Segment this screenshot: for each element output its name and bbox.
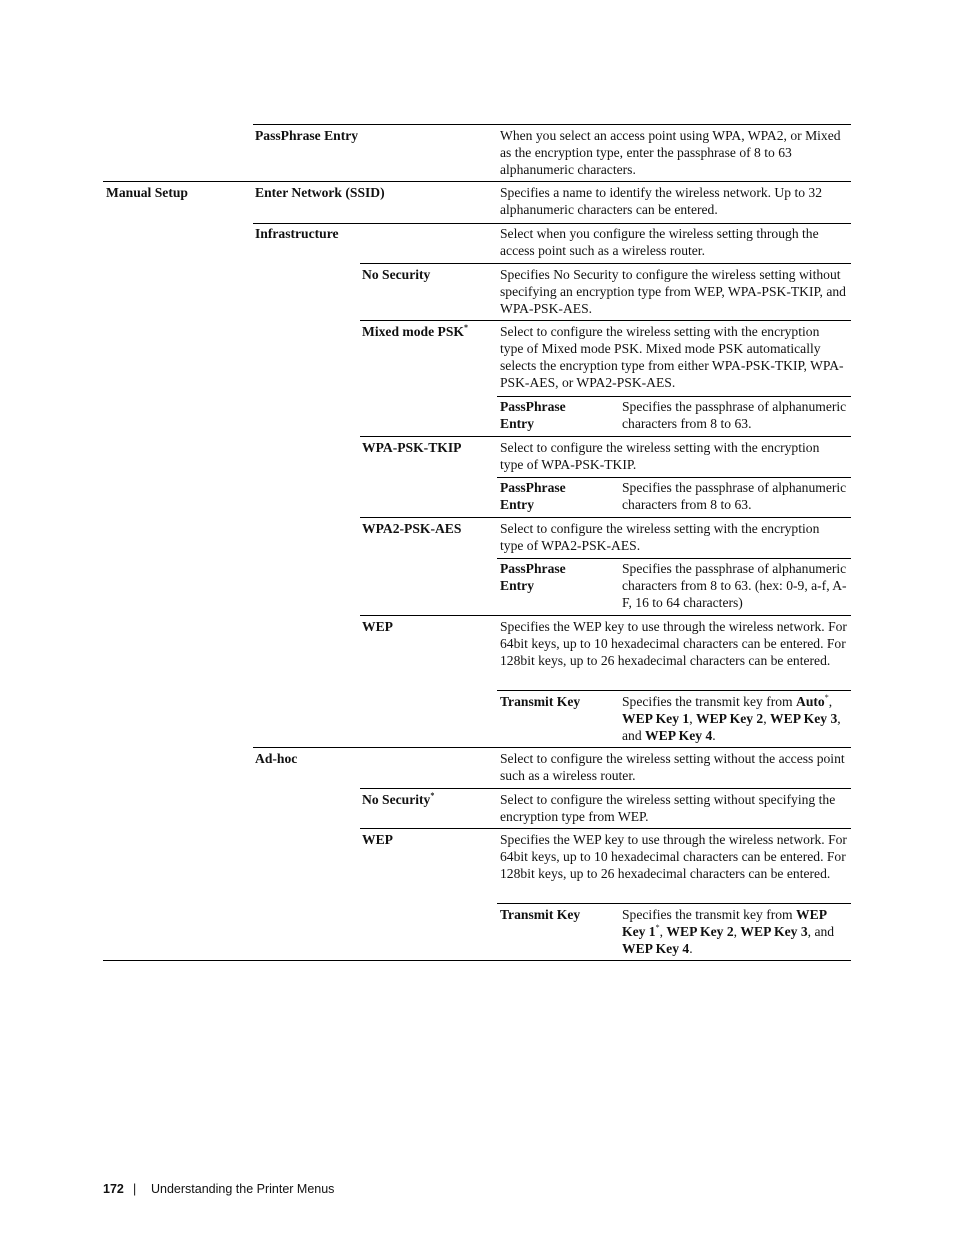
menu-item-description: Select to configure the wireless setting with the encryption type of WPA2-PSK-AES. (500, 521, 820, 553)
divider (360, 436, 851, 437)
menu-item-label: WPA-PSK-TKIP (362, 440, 462, 455)
menu-item-label: Infrastructure (255, 226, 339, 241)
footer-separator: | (133, 1182, 137, 1196)
menu-item-label: Transmit Key (500, 907, 581, 922)
divider (497, 690, 851, 691)
menu-item-label: PassPhrase Entry (500, 561, 566, 593)
divider (103, 181, 851, 182)
menu-item-description: Specifies the transmit key from Auto*, WEP Key 1, WEP Key 2, WEP Key 3, and WEP Key 4. (622, 693, 841, 743)
divider (497, 903, 851, 904)
divider (253, 124, 851, 125)
menu-item-label: WPA2-PSK-AES (362, 521, 462, 536)
menu-item-description: Select to configure the wireless setting without specifying the encryption type from WEP. (500, 792, 836, 824)
divider (103, 960, 851, 961)
page-number: 172 (103, 1182, 124, 1196)
divider (497, 558, 851, 559)
menu-item-description: When you select an access point using WPA, WPA2, or Mixed as the encryption type, enter the passphrase of 8 to 63 alphanumeric characters. (500, 128, 841, 177)
menu-item-description: Specifies the WEP key to use through the wireless network. For 64bit keys, up to 10 hexadecimal characters can be entered. For 128bit keys, up to 26 hexadecimal characters can be entered. (500, 832, 847, 881)
menu-item-description: Specifies the WEP key to use through the wireless network. For 64bit keys, up to 10 hexadecimal characters can be entered. For 128bit keys, up to 26 hexadecimal characters can be entered. (500, 619, 847, 668)
divider (253, 747, 851, 748)
menu-item-label: Ad-hoc (255, 751, 298, 766)
menu-item-description: Specifies No Security to configure the wireless setting without specifying an encryption type from WEP, WPA-PSK-TKIP, and WPA-PSK-AES. (500, 267, 846, 316)
footer-section-title: Understanding the Printer Menus (151, 1182, 335, 1196)
menu-item-label: No Security (362, 267, 431, 282)
divider (360, 788, 851, 789)
menu-item-description: Select to configure the wireless setting with the encryption type of Mixed mode PSK. Mixed mode PSK automatically selects the encryption type from either WPA-PSK-TKIP, WPA-PSK-AES, or WPA2-PSK-AES. (500, 324, 844, 390)
menu-item-label: PassPhrase Entry (255, 128, 359, 143)
menu-item-label: Enter Network (SSID) (255, 185, 385, 200)
menu-item-description: Specifies the transmit key from WEP Key 1*, WEP Key 2, WEP Key 3, and WEP Key 4. (622, 907, 835, 956)
menu-item-description: Specifies the passphrase of alphanumeric characters from 8 to 63. (622, 399, 847, 431)
menu-item-label: Transmit Key (500, 694, 581, 709)
menu-item-description: Select to configure the wireless setting without the access point such as a wireless router. (500, 751, 845, 783)
menu-item-label: Mixed mode PSK* (362, 323, 468, 339)
menu-group-label: Manual Setup (106, 185, 188, 200)
menu-item-description: Specifies the passphrase of alphanumeric characters from 8 to 63. (622, 480, 847, 512)
divider (497, 477, 851, 478)
menu-item-label: No Security* (362, 791, 435, 807)
menu-item-label: PassPhrase Entry (500, 399, 566, 431)
menu-item-description: Select to configure the wireless setting with the encryption type of WPA-PSK-TKIP. (500, 440, 820, 472)
menu-item-description: Specifies a name to identify the wireless network. Up to 32 alphanumeric characters can be entered. (500, 185, 823, 217)
divider (360, 263, 851, 264)
menu-item-description: Specifies the passphrase of alphanumeric characters from 8 to 63. (hex: 0-9, a-f, A-F, 16 to 64 characters) (622, 561, 847, 610)
menu-item-label: WEP (362, 619, 393, 634)
divider (360, 615, 851, 616)
divider (360, 828, 851, 829)
divider (253, 223, 851, 224)
divider (360, 320, 851, 321)
divider (360, 517, 851, 518)
menu-item-description: Select when you configure the wireless setting through the access point such as a wireless router. (500, 226, 819, 258)
divider (497, 396, 851, 397)
menu-item-label: WEP (362, 832, 393, 847)
menu-item-label: PassPhrase Entry (500, 480, 566, 512)
